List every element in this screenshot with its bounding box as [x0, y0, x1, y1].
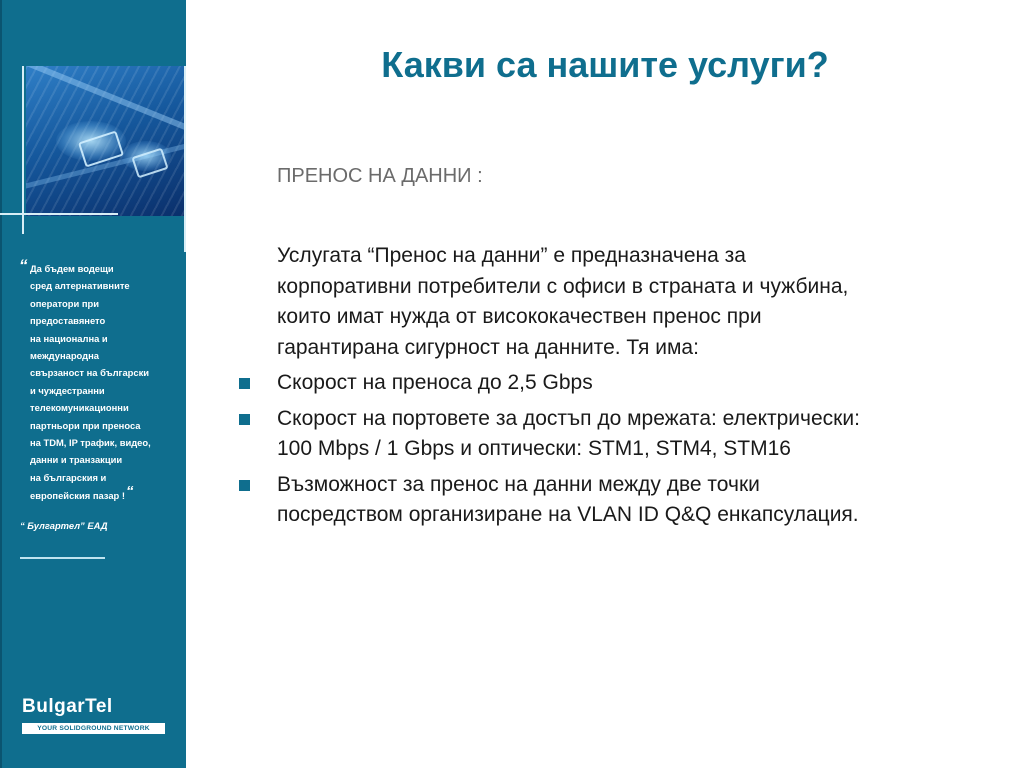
logo-tagline: YOUR SOLIDGROUND NETWORK [22, 723, 165, 734]
quote-line: свързаност на български [30, 367, 150, 379]
list-item-text: Възможност за пренос на данни между две точки [277, 472, 760, 496]
quote-line: оператори при [30, 297, 99, 309]
mission-quote [19, 256, 180, 505]
quote-close-mark: “ [126, 483, 134, 501]
feature-list [236, 368, 1016, 536]
sidebar-edge [0, 0, 2, 768]
quote-line: европейския пазар ! [30, 490, 126, 502]
quote-author: “ Булгартел” ЕАД [20, 520, 108, 531]
list-item-text: посредством организиране на VLAN ID Q&Q енкапсулация. [277, 503, 859, 526]
intro-line: които имат нужда от висококачествен пренос при [277, 305, 762, 328]
list-item-text: 100 Mbps / 1 Gbps и оптически: STM1, STM4, STM16 [277, 437, 791, 460]
quote-line: данни и транзакции [30, 454, 123, 466]
intro-line: Услугата “Пренос на данни” е предназначена за [277, 244, 746, 267]
square-bullet-icon [239, 378, 250, 389]
list-item [236, 404, 1016, 465]
decor-horizontal-line [0, 213, 118, 215]
quote-line: на национална и [30, 332, 108, 344]
network-cables-image [26, 66, 184, 216]
quote-line: Да бъдем водещи [30, 263, 114, 274]
quote-open-mark: “ [19, 256, 28, 275]
author-underline [20, 557, 105, 559]
list-item [236, 470, 1016, 531]
decor-vertical-line [22, 66, 24, 234]
section-heading: ПРЕНОС НА ДАННИ : [277, 165, 483, 187]
sidebar-panel [0, 0, 186, 768]
quote-line: партньори при преноса [30, 419, 141, 431]
quote-line: на българския и [30, 471, 107, 483]
square-bullet-icon [239, 480, 250, 491]
quote-line: телекомуникационни [30, 402, 129, 414]
quote-line: предоставянето [30, 315, 106, 327]
slide-title: Какви са нашите услуги? [381, 44, 829, 85]
list-item-text: Скорост на портовете за достъп до мрежата: електрически: [277, 406, 860, 430]
quote-line: международна [30, 350, 99, 362]
quote-line: и чуждестранни [30, 384, 105, 396]
company-logo: BulgarTel [22, 696, 113, 717]
square-bullet-icon [239, 414, 250, 425]
list-item [236, 368, 1016, 399]
quote-line: сред алтернативните [30, 280, 130, 292]
intro-line: гарантирана сигурност на данните. Тя има: [277, 335, 699, 359]
list-item-text: Скорост на преноса до 2,5 Gbps [277, 371, 593, 394]
intro-line: корпоративни потребители с офиси в страната и чужбина, [277, 274, 849, 298]
quote-line: на TDM, IP трафик, видео, [30, 437, 151, 449]
quote-line-last [20, 483, 180, 504]
decor-vertical-line-right [184, 66, 186, 252]
intro-paragraph [277, 241, 1017, 363]
